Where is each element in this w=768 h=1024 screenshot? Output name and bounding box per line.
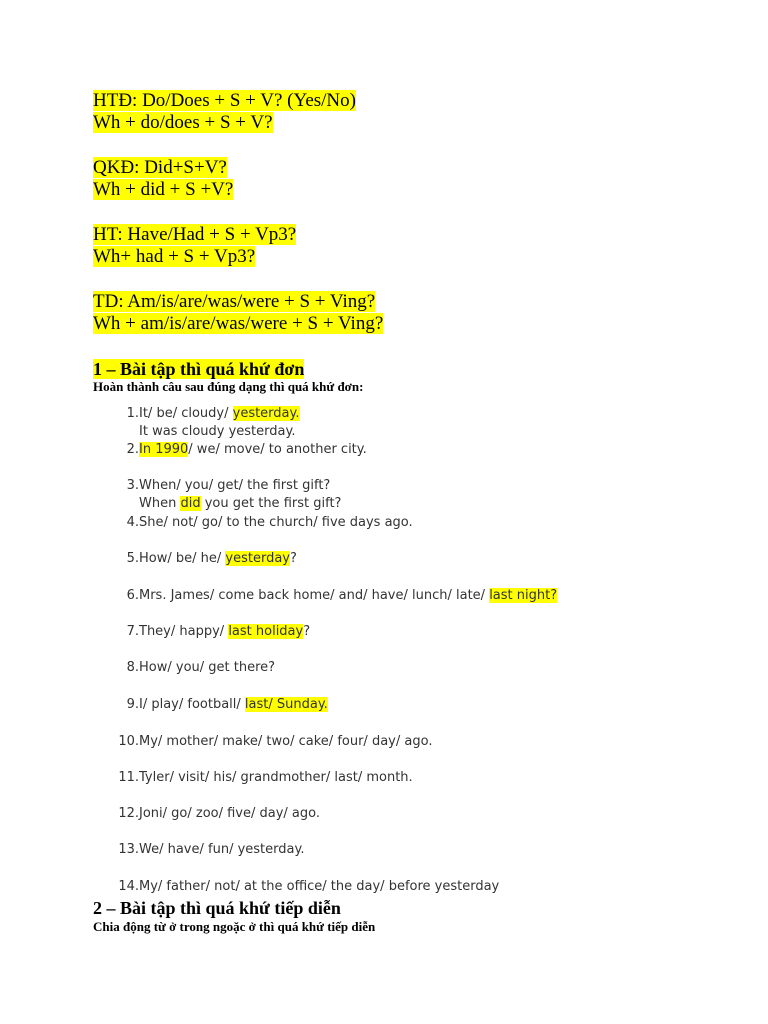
section2-heading: 2 – Bài tập thì quá khứ tiếp diễn xyxy=(93,898,341,918)
formula-td-wh: Wh + am/is/are/was/were + S + Ving? xyxy=(93,313,384,334)
exercise-item-4: 4. She/ not/ go/ to the church/ five days ago. xyxy=(126,515,413,530)
exercise-item-10: 10. My/ mother/ make/ two/ cake/ four/ day/ ago. xyxy=(118,734,433,749)
formula-qkd-yesno: QKĐ: Did+S+V? xyxy=(93,157,227,178)
exercise-item-11: 11. Tyler/ visit/ his/ grandmother/ last/ month. xyxy=(118,770,413,785)
formula-ht-yesno: HT: Have/Had + S + Vp3? xyxy=(93,224,297,245)
exercise-item-13: 13. We/ have/ fun/ yesterday. xyxy=(118,842,305,857)
formula-ht-wh: Wh+ had + S + Vp3? xyxy=(93,246,256,267)
exercise-item-12: 12. Joni/ go/ zoo/ five/ day/ ago. xyxy=(118,806,321,821)
exercise-answer-1: It was cloudy yesterday. xyxy=(139,424,296,439)
section2-instruction: Chia động từ ở trong ngoặc ở thì quá khứ tiếp diễn xyxy=(93,919,376,934)
exercise-item-6: 6. Mrs. James/ come back home/ and/ have/ lunch/ late/ last night? xyxy=(126,588,558,603)
exercise-item-2: 2. In 1990/ we/ move/ to another city. xyxy=(126,442,367,457)
exercise-item-3: 3. When/ you/ get/ the first gift? xyxy=(126,478,331,493)
formula-htd-yesno: HTĐ: Do/Does + S + V? (Yes/No) xyxy=(93,90,356,111)
exercise-item-5: 5. How/ be/ he/ yesterday? xyxy=(126,551,297,566)
formula-htd-wh: Wh + do/does + S + V? xyxy=(93,112,273,133)
formula-td-yesno: TD: Am/is/are/was/were + S + Ving? xyxy=(93,291,376,312)
formula-qkd-wh: Wh + did + S +V? xyxy=(93,179,234,200)
exercise-item-7: 7. They/ happy/ last holiday? xyxy=(126,624,311,639)
section1-heading: 1 – Bài tập thì quá khứ đơn xyxy=(93,359,305,379)
exercise-item-14: 14. My/ father/ not/ at the office/ the day/ before yesterday xyxy=(118,879,500,894)
exercise-item-8: 8. How/ you/ get there? xyxy=(126,660,276,675)
exercise-item-9: 9. I/ play/ football/ last/ Sunday. xyxy=(126,697,328,712)
exercise-answer-3: When did you get the first gift? xyxy=(139,496,342,511)
section1-instruction: Hoàn thành câu sau đúng dạng thì quá khứ đơn: xyxy=(93,379,364,394)
exercise-item-1: 1. It/ be/ cloudy/ yesterday. xyxy=(126,406,300,421)
